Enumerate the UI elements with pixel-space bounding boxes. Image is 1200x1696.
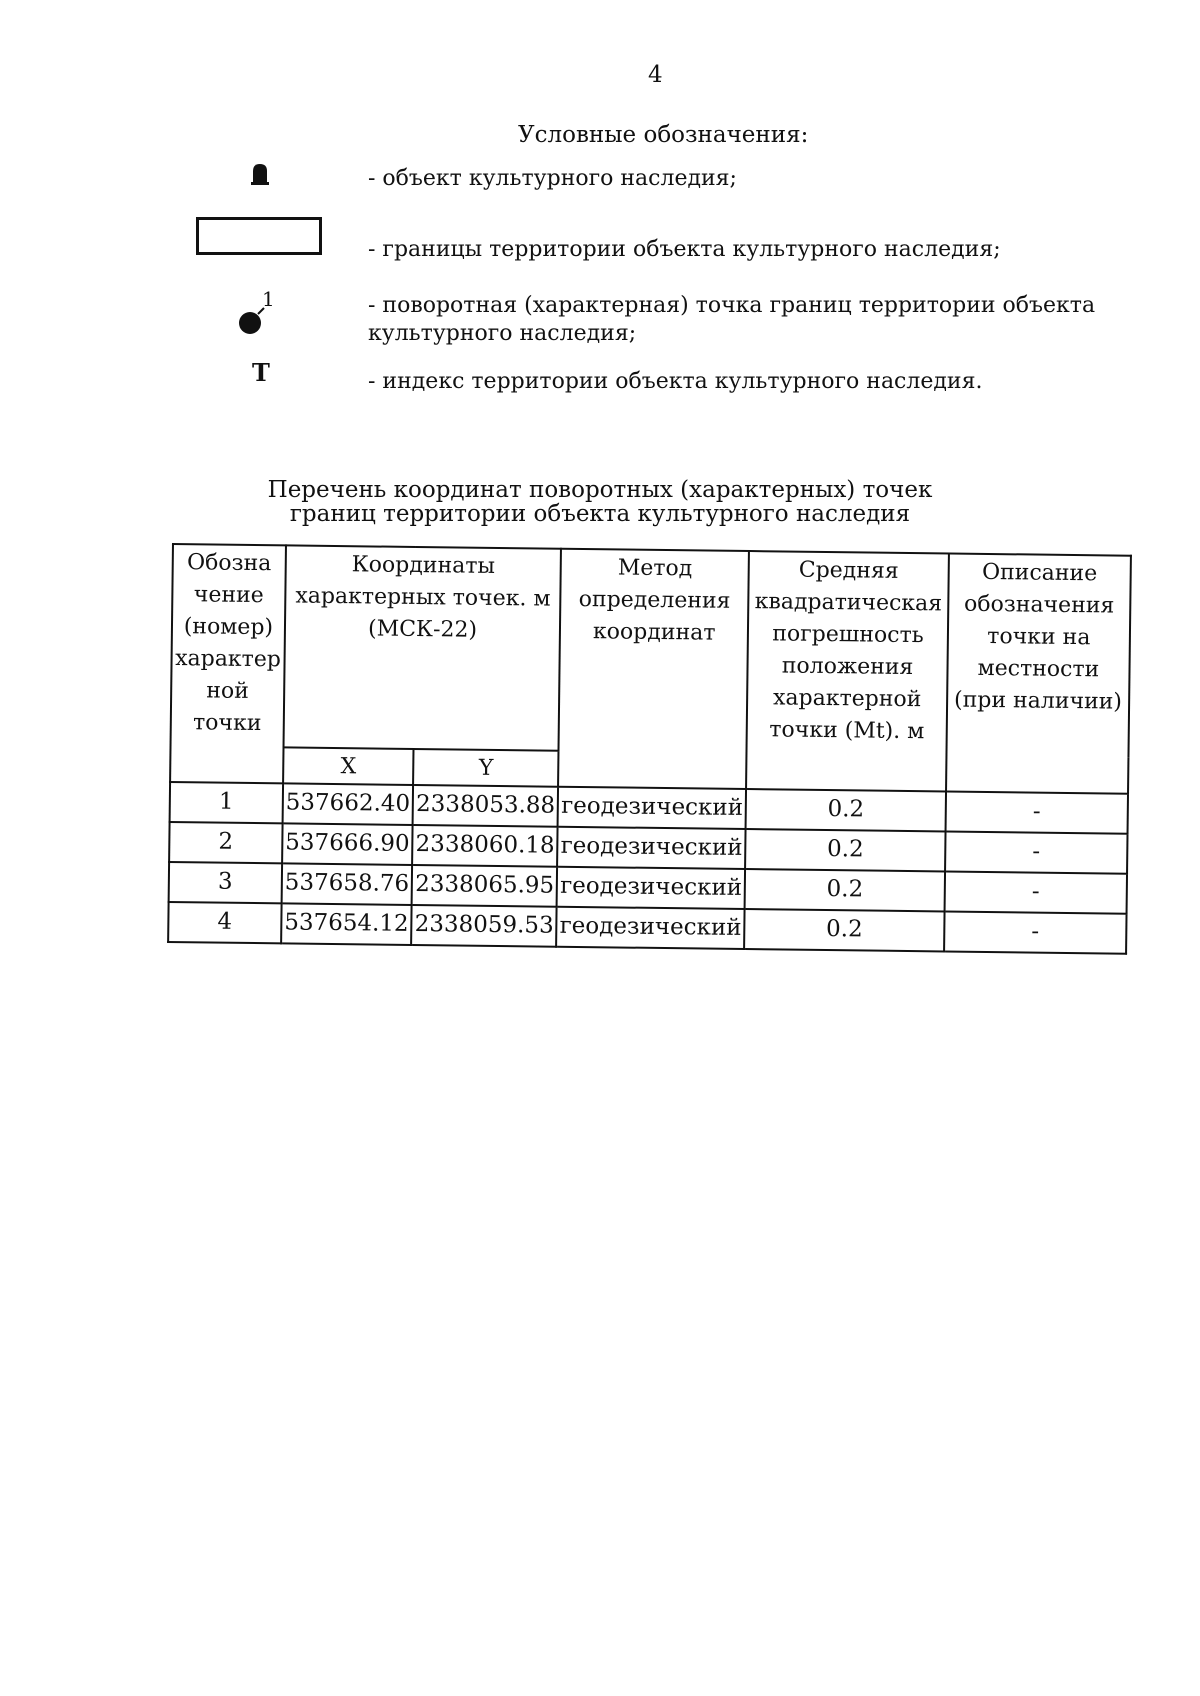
method: геодезический [557,827,745,869]
description: - [945,791,1128,833]
coord-x: 537658.76 [282,863,413,905]
legend-item-text-point: - поворотная (характерная) точка границ территории объекта культурного наследия; [368,293,1096,346]
legend-item-text-object: - объект культурного наследия; [368,166,737,191]
coordinates-table [167,543,1132,955]
header-designation: Обозна чение (номер) характер ной точки [170,544,286,783]
coord-y: 2338053.88 [413,785,558,827]
turning-point-label: 1 [262,288,275,311]
error-value: 0.2 [746,789,946,831]
error-value: 0.2 [745,829,945,871]
coord-y: 2338060.18 [412,825,557,867]
legend-item-text-border: - границы территории объекта культурного наследия; [368,237,1001,262]
coord-y: 2338059.53 [411,905,556,947]
point-number: 4 [168,902,281,943]
method: геодезический [558,787,746,829]
method: геодезический [557,867,745,909]
point-number: 2 [169,822,282,863]
description: - [944,911,1127,953]
turning-point-icon [238,288,280,336]
coord-x: 537662.40 [282,783,413,825]
method: геодезический [556,907,744,949]
legend-item-text-index: - индекс территории объекта культурного наследия. [368,369,983,394]
coord-y: 2338065.95 [412,865,557,907]
heritage-object-icon [251,163,269,185]
header-error: Средняя квадратическая погрешность положения характерной точки (Mt). м [746,551,948,791]
description: - [945,831,1128,873]
error-value: 0.2 [745,869,945,911]
table-title-line1: Перечень координат поворотных (характерных) точек [267,477,933,503]
territory-index-icon: Т [252,358,270,387]
header-coordinates: Координаты характерных точек. м (МСК-22) [283,545,561,750]
error-value: 0.2 [744,909,944,951]
table-title-line2: границ территории объекта культурного наследия [289,501,911,527]
point-number: 1 [170,782,283,823]
coord-x: 537654.12 [281,903,412,945]
header-method: Метод определения координат [558,549,749,789]
territory-border-icon [196,217,322,255]
page-number: 4 [648,62,663,88]
header-description: Описание обозначения точки на местности (при наличии) [946,553,1131,793]
coord-x: 537666.90 [282,823,413,865]
header-y: Y [413,749,558,787]
description: - [944,871,1127,913]
point-number: 3 [169,862,282,903]
header-x: X [283,747,414,785]
legend-heading: Условные обозначения: [518,122,809,148]
